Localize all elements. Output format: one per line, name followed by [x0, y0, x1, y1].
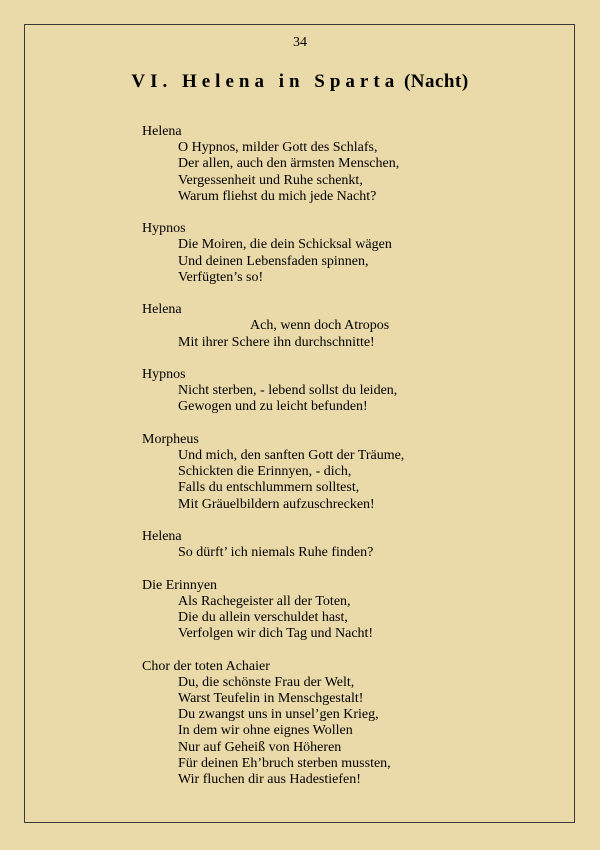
verse-line: So dürft’ ich niemals Ruhe finden? — [178, 545, 374, 561]
verse-line: Vergessenheit und Ruhe schenkt, — [178, 172, 363, 188]
dialogue-block — [142, 529, 562, 561]
verse-line: Du zwangst uns in unsel’gen Krieg, — [178, 707, 379, 723]
speaker-name: Helena — [142, 124, 182, 139]
verse-line: Und mich, den sanften Gott der Träume, — [178, 448, 405, 463]
verse-line: O Hypnos, milder Gott des Schlafs, — [178, 140, 378, 156]
verse-line: Verfolgen wir dich Tag und Nacht! — [178, 626, 374, 642]
dialogue-block — [142, 578, 562, 643]
verse-line: Die du allein verschuldet hast, — [178, 610, 348, 625]
verse-line: Die Moiren, die dein Schicksal wägen — [178, 237, 392, 253]
verse-line: Schickten die Erinnyen, - dich, — [178, 464, 352, 480]
verse-line: Verfügten’s so! — [178, 269, 264, 285]
page-number: 34 — [293, 35, 307, 50]
dialogue-block — [142, 221, 562, 286]
verse-line: Warum fliehst du mich jede Nacht? — [178, 188, 377, 204]
verse-line: Warst Teufelin in Menschgestalt! — [178, 691, 364, 706]
verse-line: Nicht sterben, - lebend sollst du leiden, — [178, 383, 398, 399]
dialogue-block — [142, 124, 562, 205]
dialogue-block — [142, 659, 562, 789]
speaker-name: Morpheus — [142, 431, 199, 447]
dialogue-block — [142, 367, 562, 416]
speaker-name: Helena — [142, 529, 182, 544]
verse-line: Und deinen Lebensfaden spinnen, — [178, 253, 369, 269]
speaker-name: Die Erinnyen — [142, 577, 218, 593]
verse-line: Falls du entschlummern solltest, — [178, 480, 360, 496]
dialogue-block — [142, 432, 562, 513]
speaker-name: Hypnos — [142, 367, 186, 382]
dialogue-block — [142, 302, 562, 351]
verse-line: Ach, wenn doch Atropos — [250, 318, 390, 334]
verse-line: Wir fluchen dir aus Hadestiefen! — [178, 772, 361, 788]
verse-line: Nur auf Geheiß von Höheren — [178, 739, 342, 755]
verse-line: Gewogen und zu leicht befunden! — [178, 399, 368, 415]
play-text — [142, 124, 562, 804]
speaker-name: Chor der toten Achaier — [142, 658, 270, 674]
verse-line: Mit ihrer Schere ihn durchschnitte! — [178, 334, 375, 350]
chapter-title-subtitle: (Nacht) — [403, 71, 469, 92]
chapter-title — [0, 70, 600, 94]
verse-line: Du, die schönste Frau der Welt, — [178, 674, 355, 690]
verse-line: Mit Gräuelbildern aufzuschrecken! — [178, 496, 375, 512]
verse-line: Für deinen Eh’bruch sterben mussten, — [178, 755, 391, 771]
speaker-name: Hypnos — [142, 221, 186, 237]
verse-line: Der allen, auch den ärmsten Menschen, — [178, 156, 400, 172]
verse-line: In dem wir ohne eignes Wollen — [178, 723, 353, 739]
chapter-title-main: VI. Helena in Sparta — [131, 71, 400, 92]
speaker-name: Helena — [142, 302, 182, 318]
verse-line: Als Rachegeister all der Toten, — [178, 593, 351, 609]
